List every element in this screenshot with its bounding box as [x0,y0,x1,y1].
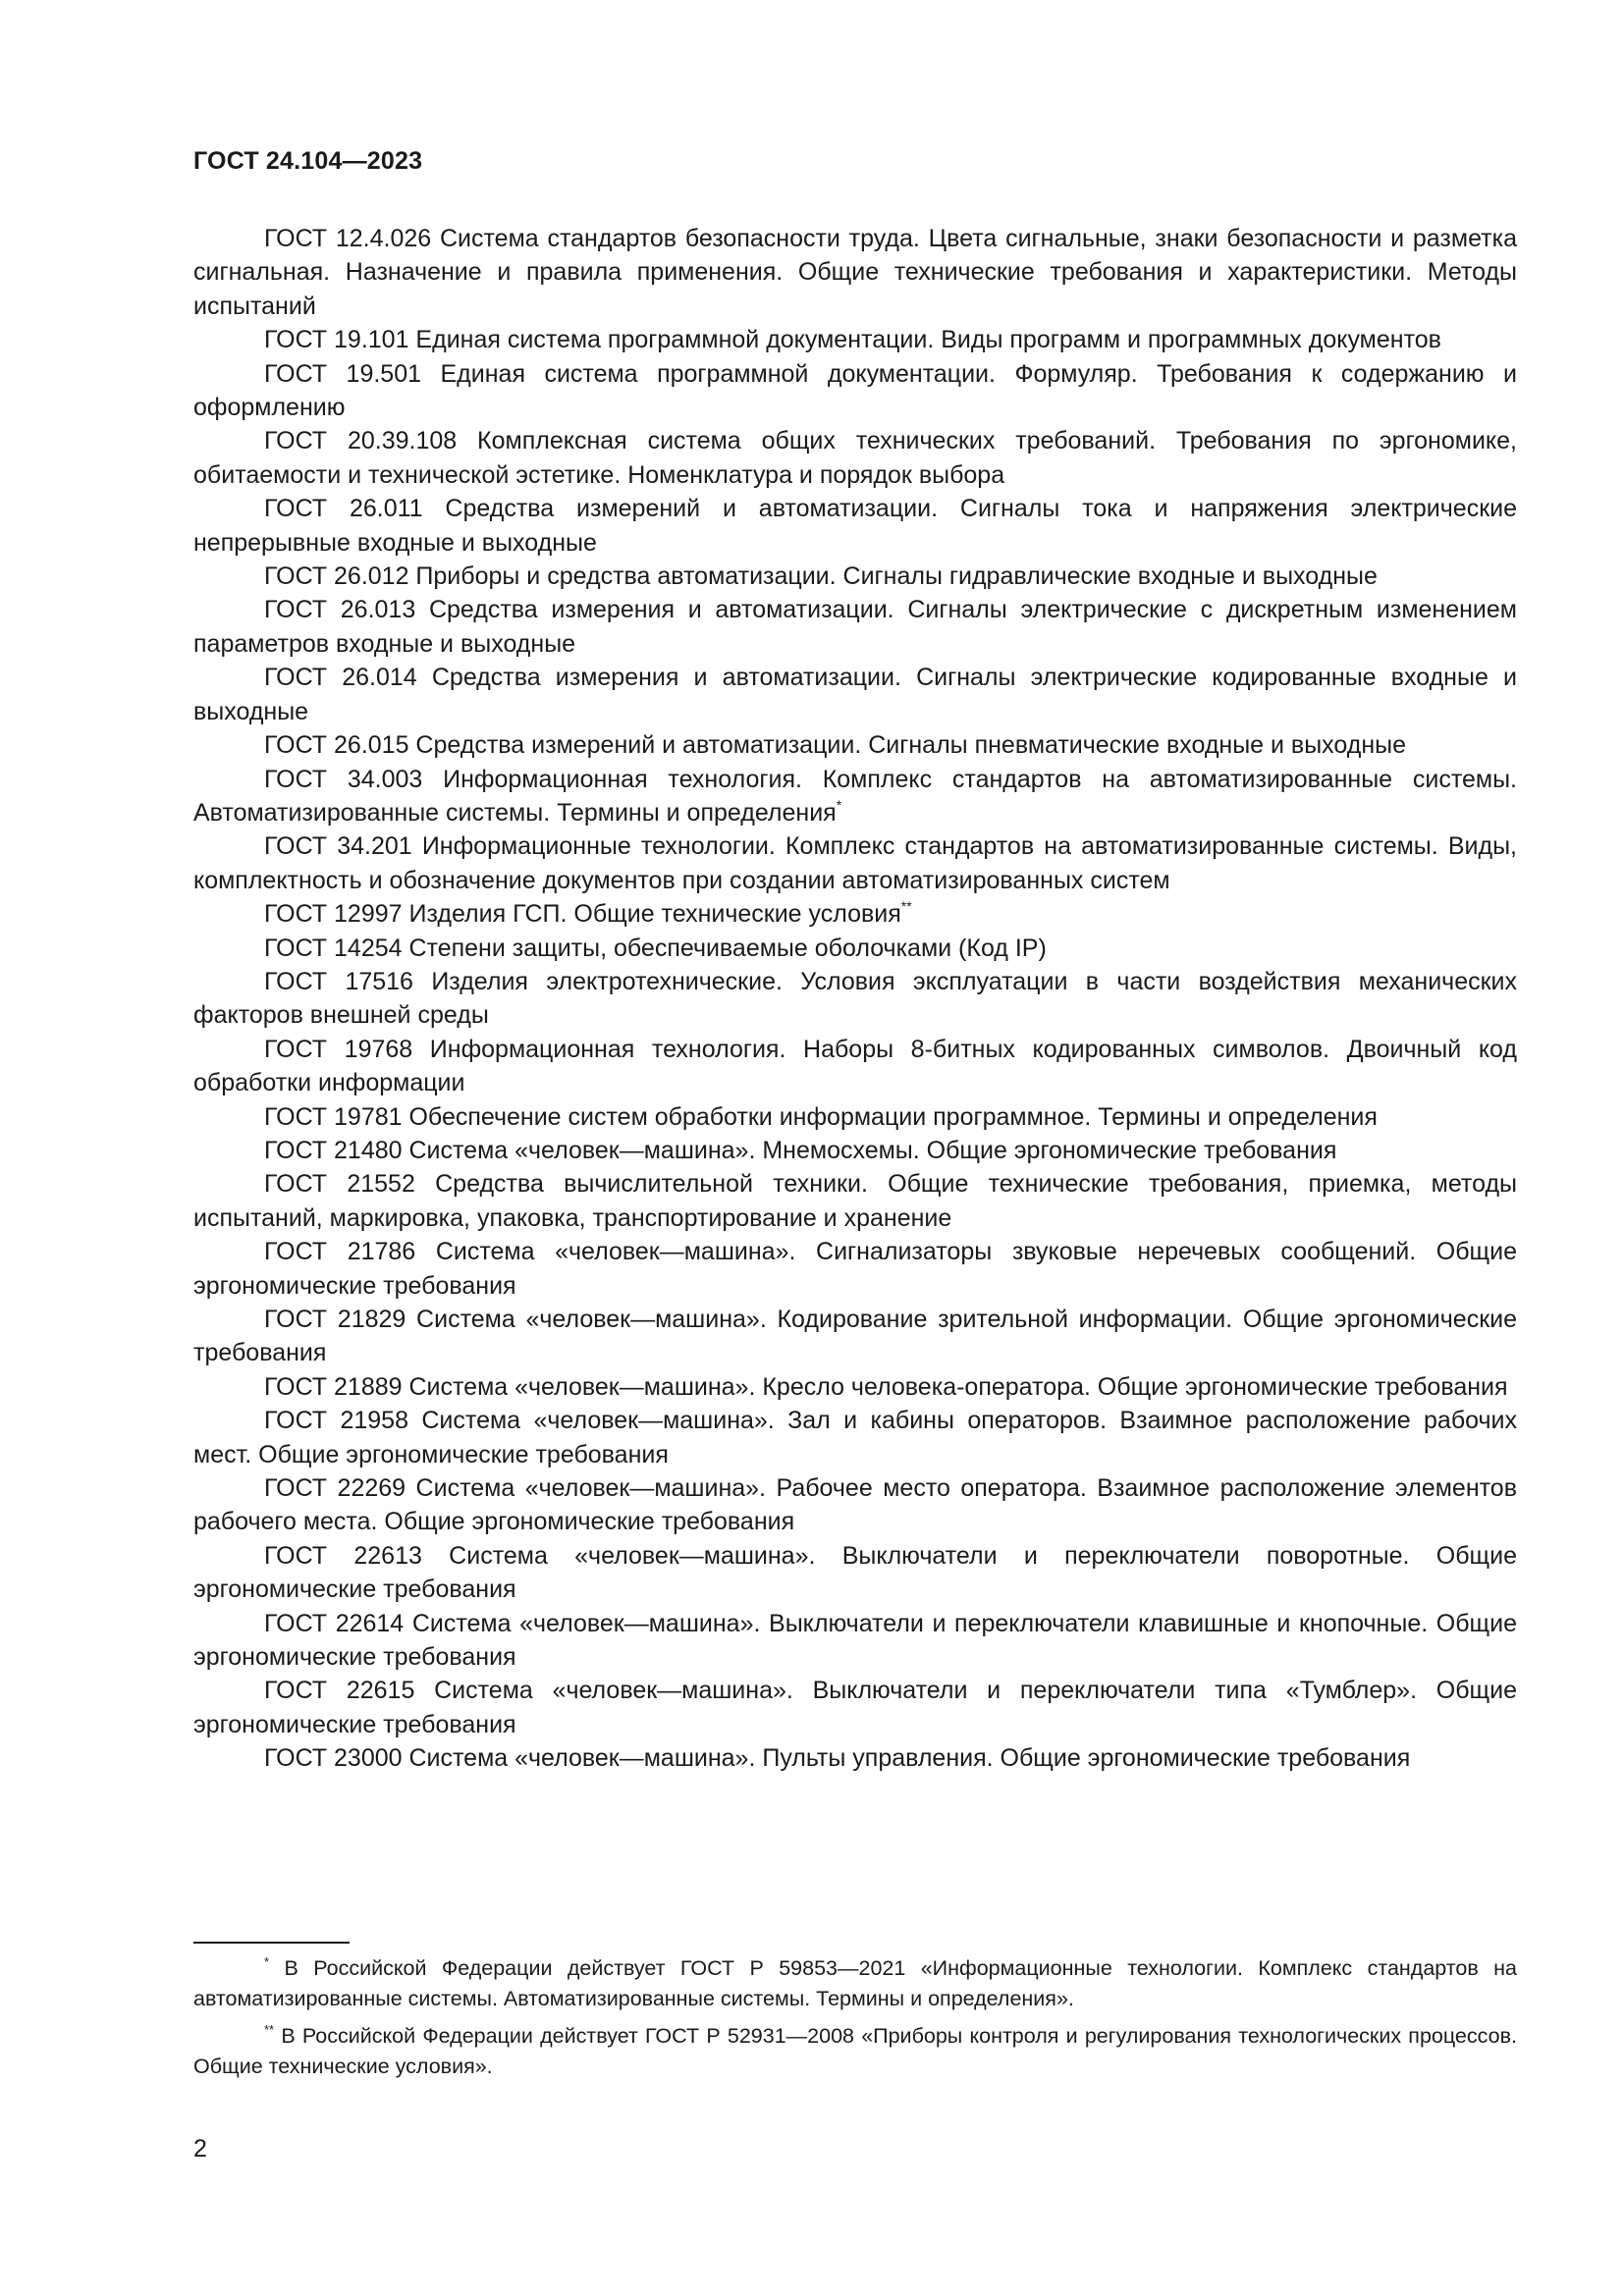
footnote: ** В Российской Федерации действует ГОСТ Р 52931—2008 «Приборы контроля и регулирования технологических процессов. Общие технические условия». [193,2022,1517,2078]
reference-item: ГОСТ 21552 Средства вычислительной техники. Общие технические требования, приемка, методы испытаний, маркировка, упаковка, транспортирование и хранение [193,1170,1517,1232]
page-number: 2 [193,2135,207,2163]
reference-item: ГОСТ 21786 Система «человек—машина». Сигнализаторы звуковые неречевых сообщений. Общие эргономические требования [193,1238,1517,1300]
footnote-mark: ** [264,2022,275,2037]
reference-item: ГОСТ 26.013 Средства измерения и автоматизации. Сигналы электрические с дискретным изменением параметров входные и выходные [193,596,1517,658]
reference-item: ГОСТ 22614 Система «человек—машина». Выключатели и переключатели клавишные и кнопочные. Общие эргономические требования [193,1609,1517,1672]
normative-references [193,222,1517,1776]
reference-item: ГОСТ 19.101 Единая система программной документации. Виды программ и программных документов [264,326,1441,354]
reference-item: ГОСТ 19781 Обеспечение систем обработки информации программное. Термины и определения [264,1102,1378,1131]
reference-item: ГОСТ 21829 Система «человек—машина». Кодирование зрительной информации. Общие эргономические требования [193,1306,1517,1367]
reference-item: ГОСТ 23000 Система «человек—машина». Пульты управления. Общие эргономические требования [264,1744,1411,1773]
footnote-mark: * [264,1954,270,1969]
footnote-mark: ** [900,898,912,915]
reference-item: ГОСТ 14254 Степени защиты, обеспечиваемые оболочками (Код IP) [264,934,1047,962]
reference-item: ГОСТ 17516 Изделия электротехнические. Условия эксплуатации в части воздействия механических факторов внешней среды [193,967,1517,1030]
reference-item: ГОСТ 19.501 Единая система программной документации. Формуляр. Требования к содержанию и оформлению [193,359,1517,422]
reference-item: ГОСТ 21480 Система «человек—машина». Мнемосхемы. Общие эргономические требования [264,1136,1337,1164]
reference-item: ГОСТ 26.015 Средства измерений и автоматизации. Сигналы пневматические входные и выходные [264,731,1407,760]
reference-item: ГОСТ 26.012 Приборы и средства автоматизации. Сигналы гидравлические входные и выходные [264,562,1378,591]
reference-item: ГОСТ 26.014 Средства измерения и автоматизации. Сигналы электрические кодированные входные и выходные [193,664,1517,725]
footnotes [193,1953,1517,2089]
reference-item: ГОСТ 22615 Система «человек—машина». Выключатели и переключатели типа «Тумблер». Общие эргономические требования [193,1677,1517,1738]
reference-item: ГОСТ 22613 Система «человек—машина». Выключатели и переключатели поворотные. Общие эргономические требования [193,1541,1517,1604]
reference-item: ГОСТ 34.003 Информационная технология. Комплекс стандартов на автоматизированные системы. Автоматизированные системы. Термины и определения* [193,765,1517,827]
footnote-mark: * [836,796,842,813]
reference-item: ГОСТ 21958 Система «человек—машина». Зал и кабины операторов. Взаимное расположение рабочих мест. Общие эргономические требования [193,1407,1517,1468]
reference-item: ГОСТ 34.201 Информационные технологии. Комплекс стандартов на автоматизированные системы. Виды, комплектность и обозначение документов при создании автоматизированных систем [193,832,1517,894]
document-header: ГОСТ 24.104—2023 [193,147,423,175]
reference-item: ГОСТ 26.011 Средства измерений и автоматизации. Сигналы тока и напряжения электрические непрерывные входные и выходные [193,495,1517,557]
reference-item: ГОСТ 21889 Система «человек—машина». Кресло человека-оператора. Общие эргономические требования [264,1372,1508,1401]
reference-item: ГОСТ 12.4.026 Система стандартов безопасности труда. Цвета сигнальные, знаки безопасности и разметка сигнальная. Назначение и правила применения. Общие технические требования и характеристики. Методы испытаний [193,225,1517,320]
reference-item: ГОСТ 20.39.108 Комплексная система общих технических требований. Требования по эргономике, обитаемости и технической эстетике. Номенклатура и порядок выбора [193,427,1517,489]
reference-item: ГОСТ 22269 Система «человек—машина». Рабочее место оператора. Взаимное расположение элементов рабочего места. Общие эргономические требования [193,1474,1517,1536]
reference-item: ГОСТ 12997 Изделия ГСП. Общие технические условия** [264,898,912,929]
footnote-divider [193,1942,350,1944]
reference-item: ГОСТ 19768 Информационная технология. Наборы 8-битных кодированных символов. Двоичный код обработки информации [193,1035,1517,1097]
footnote: * В Российской Федерации действует ГОСТ Р 59853—2021 «Информационные технологии. Комплекс стандартов на автоматизированные системы. Автоматизированные системы. Термины и определения». [193,1954,1517,2010]
